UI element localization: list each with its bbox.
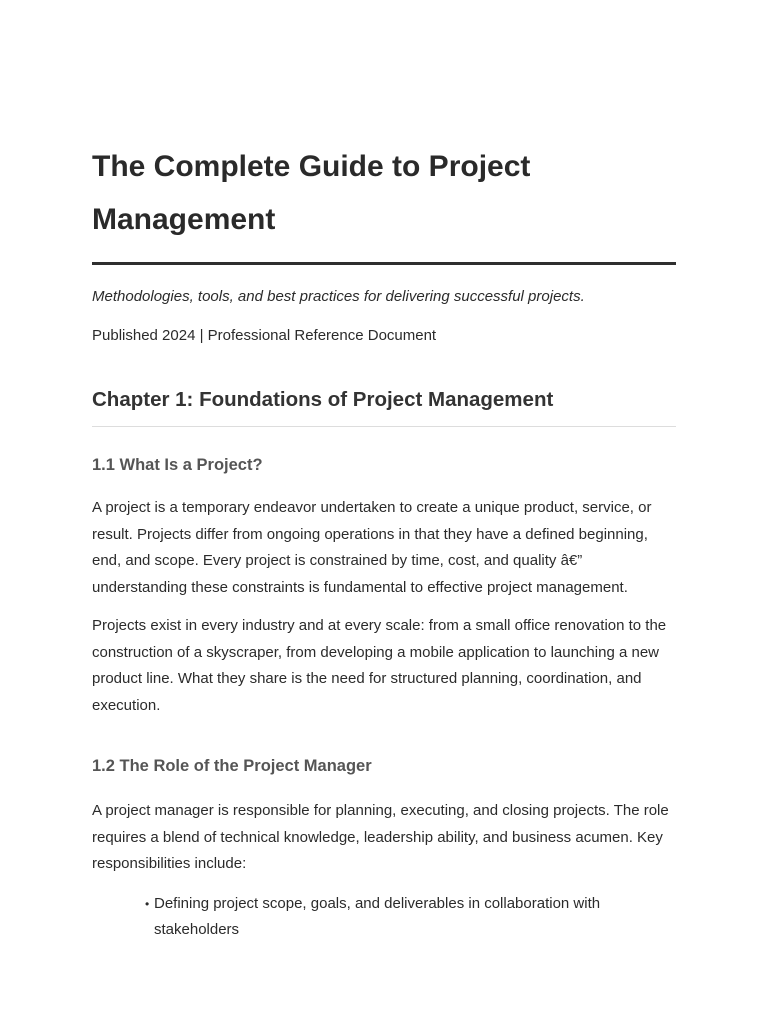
list-item-text: Defining project scope, goals, and deliverables in collaboration with stakeholders [154,894,601,938]
list-item [145,891,676,944]
section-title-what-is-project: 1.1 What Is a Project? [92,456,263,474]
publication-info: Published 2024 | Professional Reference Document [92,327,437,344]
bullet-icon: • [145,896,150,911]
paragraph: Projects exist in every industry and at every scale: from a small office renovation to the construction of a skyscraper, from developing a mobile application to launching a new product line. What they share is the need for structured planning, coordination, and execution. [92,617,667,714]
chapter-title: Chapter 1: Foundations of Project Management [92,388,554,411]
responsibilities-list [92,891,676,944]
chapter-divider [92,426,676,427]
document-subtitle: Methodologies, tools, and best practices for delivering successful projects. [92,288,585,305]
section-title-project-manager-role: 1.2 The Role of the Project Manager [92,757,372,775]
paragraph: A project manager is responsible for planning, executing, and closing projects. The role requires a blend of technical knowledge, leadership ability, and business acumen. Key responsibilities include: [92,802,669,872]
paragraph: A project is a temporary endeavor undertaken to create a unique product, service, or result. Projects differ from ongoing operations in that they have a defined beginning, end, and scope. Every project is constrained by time, cost, and quality â€” understanding these constraints is fundamental to effective project management. [92,499,652,596]
document-title: The Complete Guide to Project Management [92,150,531,236]
title-divider [92,262,676,265]
